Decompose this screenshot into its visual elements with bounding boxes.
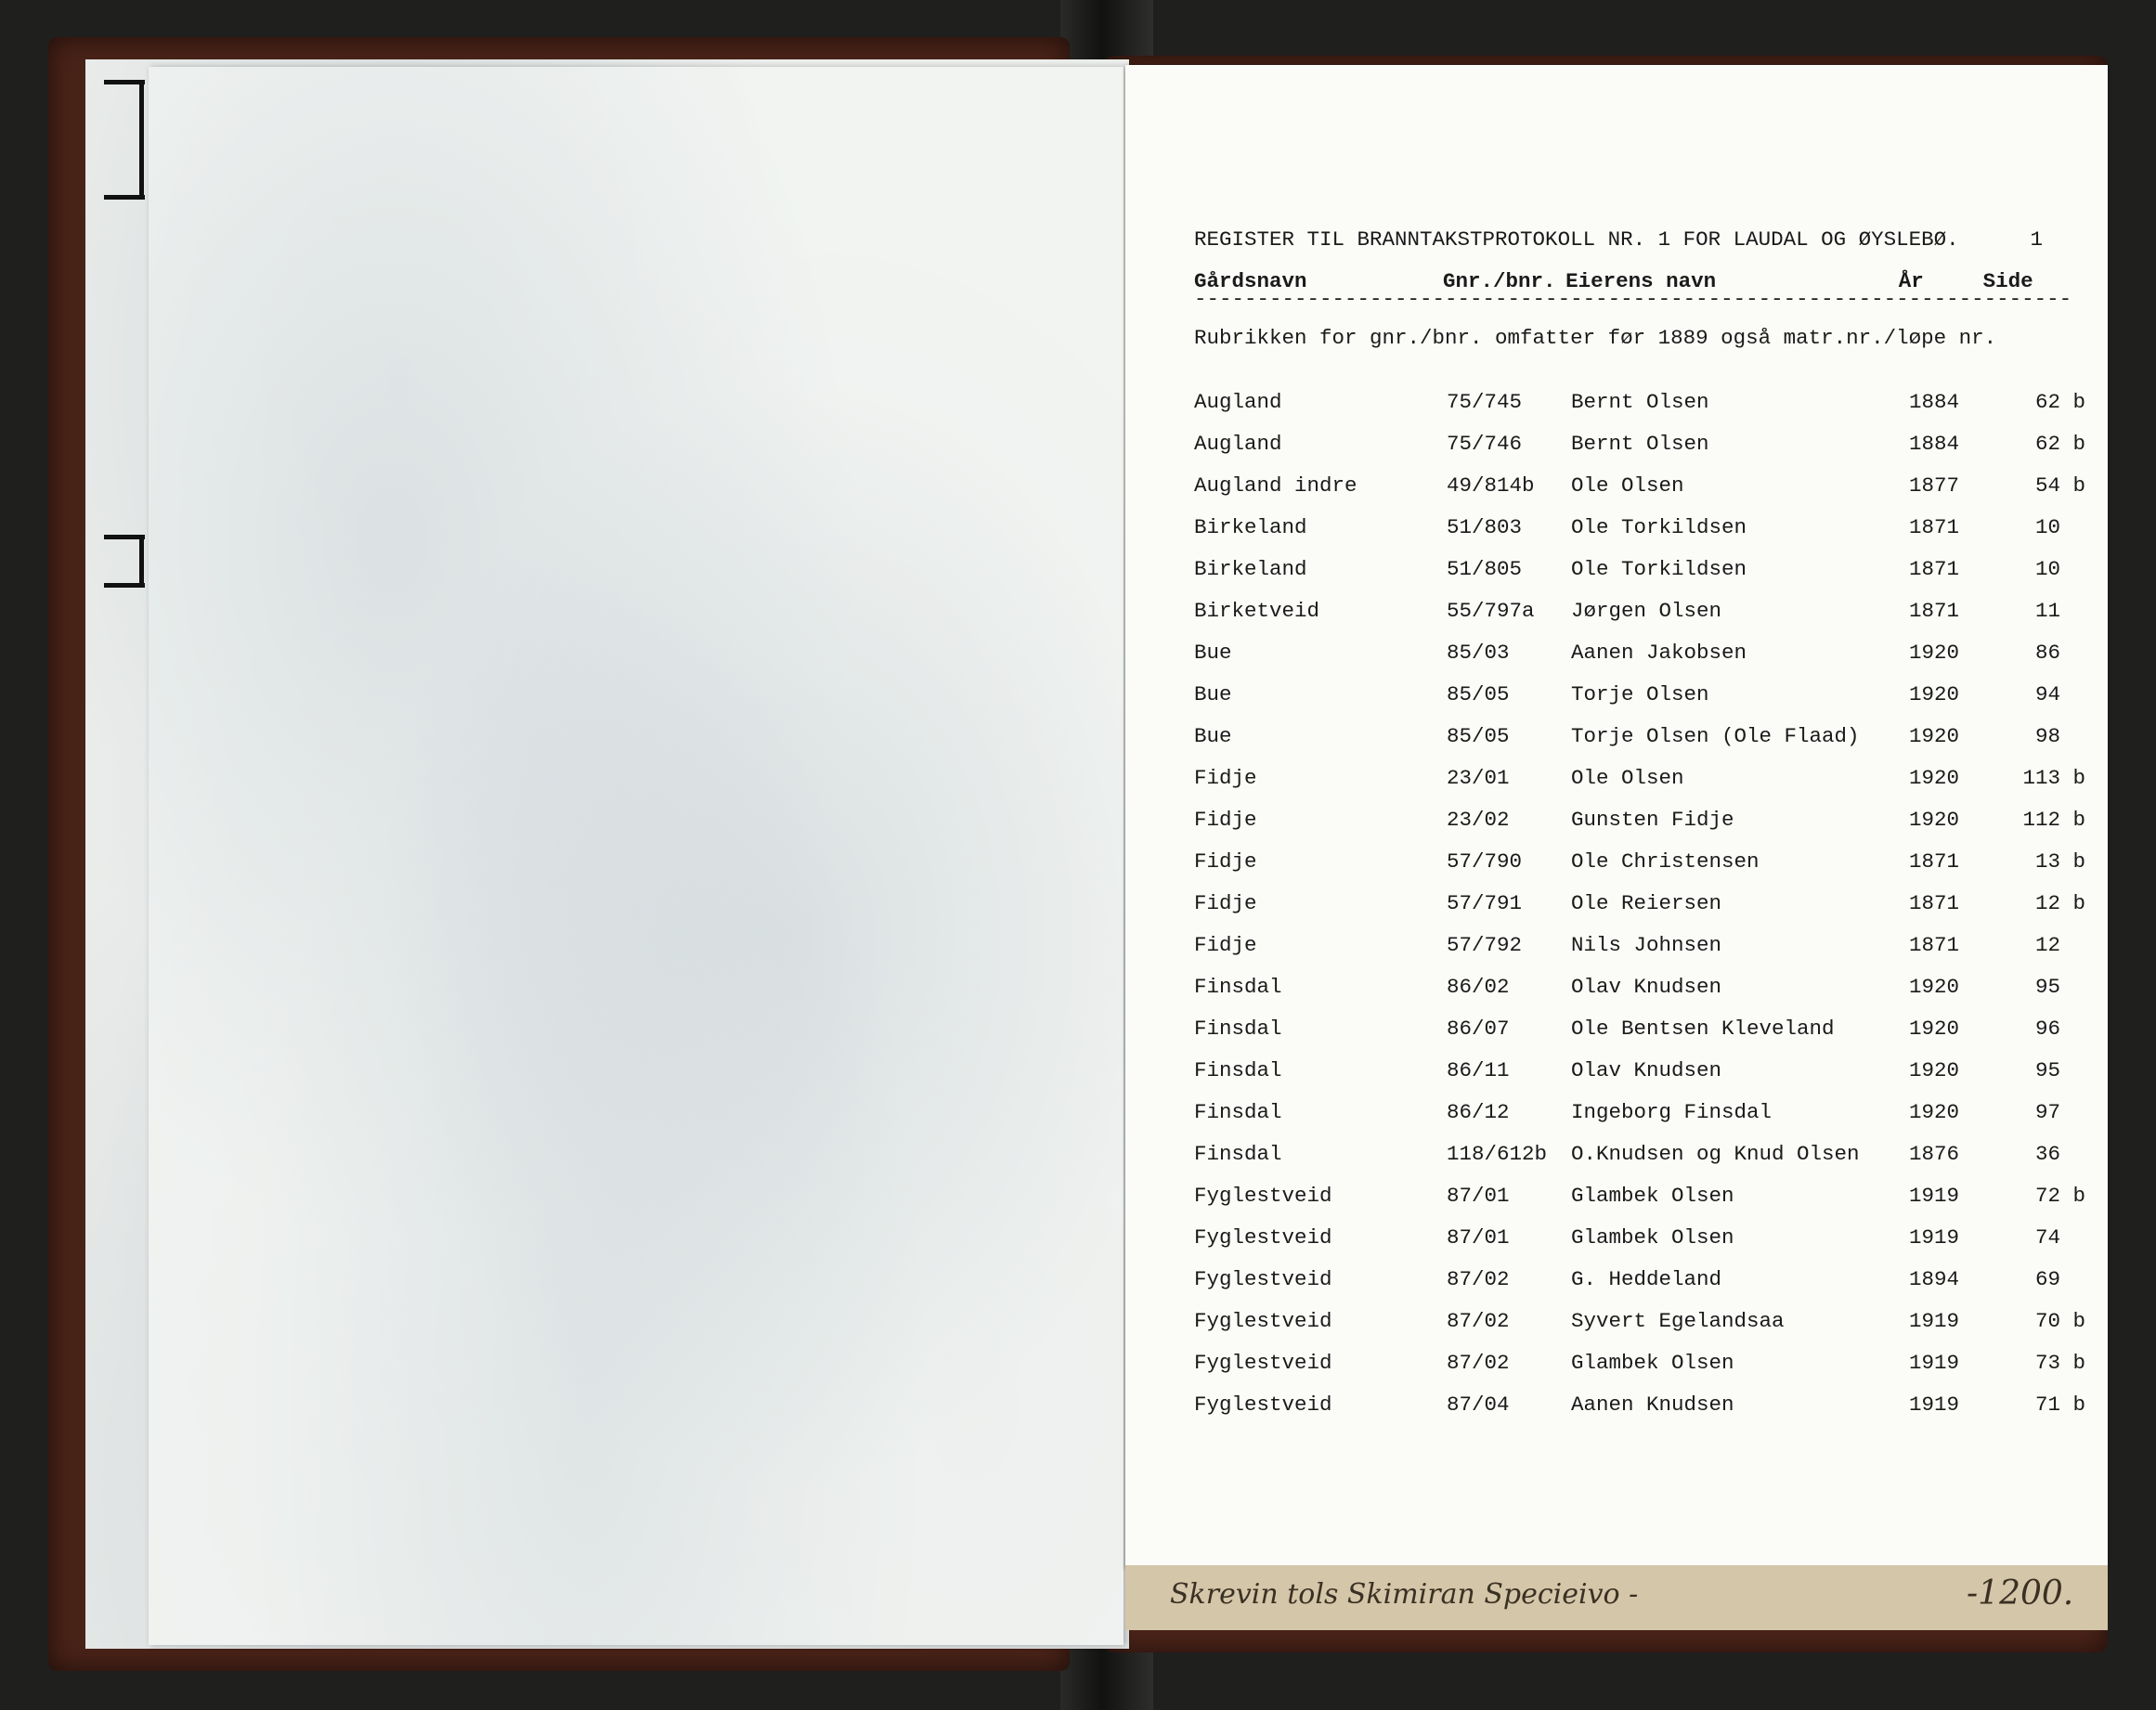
header-rule: ----------------------------------------------------------------------	[1194, 293, 2072, 306]
cell-eierens-navn: Ole Olsen	[1571, 766, 1684, 790]
register-row	[1194, 841, 2085, 883]
cell-gnr-bnr: 86/11	[1447, 1058, 1510, 1082]
column-header-eierens-navn: Eierens navn	[1565, 269, 1717, 293]
cell-gnr-bnr: 85/05	[1447, 724, 1510, 748]
cell-ar: 1920	[1909, 641, 1960, 665]
cell-gardsnavn: Fyglestveid	[1194, 1393, 1332, 1417]
cell-eierens-navn: Glambek Olsen	[1571, 1225, 1734, 1250]
register-row	[1194, 1092, 2085, 1134]
register-note: Rubrikken for gnr./bnr. omfatter før 1889 også matr.nr./løpe nr.	[1194, 326, 1997, 350]
handwritten-number: -1200.	[1967, 1574, 2074, 1613]
register-row	[1194, 1301, 2085, 1342]
cell-ar: 1919	[1909, 1225, 1960, 1250]
register-row	[1194, 1175, 2085, 1217]
register-row	[1194, 1259, 2085, 1301]
cell-gardsnavn: Finsdal	[1194, 1017, 1282, 1041]
cell-ar: 1919	[1909, 1184, 1960, 1208]
cell-gardsnavn: Fidje	[1194, 933, 1257, 957]
cell-eierens-navn: Glambek Olsen	[1571, 1184, 1734, 1208]
cell-gnr-bnr: 49/814b	[1447, 473, 1535, 498]
cell-side: 86	[2034, 641, 2085, 665]
column-header-side: Side	[1982, 269, 2033, 293]
page-number: 1	[2030, 227, 2043, 252]
column-header-ar: År	[1898, 269, 1924, 293]
cell-side: 11	[2034, 599, 2085, 623]
cell-side: 98	[2034, 724, 2085, 748]
cell-gardsnavn: Augland	[1194, 432, 1282, 456]
register-row	[1194, 758, 2085, 799]
cell-gnr-bnr: 75/746	[1447, 432, 1523, 456]
cell-gardsnavn: Fidje	[1194, 808, 1257, 832]
cell-gardsnavn: Augland indre	[1194, 473, 1357, 498]
cell-eierens-navn: Syvert Egelandsaa	[1571, 1309, 1785, 1333]
cell-gnr-bnr: 57/792	[1447, 933, 1523, 957]
cell-side: 62 b	[2034, 390, 2085, 414]
cell-eierens-navn: Jørgen Olsen	[1571, 599, 1722, 623]
register-rows	[1194, 382, 2085, 1426]
cell-gardsnavn: Fidje	[1194, 849, 1257, 874]
column-header-gnr-bnr: Gnr./bnr.	[1443, 269, 1556, 293]
cell-gardsnavn: Fyglestveid	[1194, 1267, 1332, 1291]
cell-gardsnavn: Birkeland	[1194, 515, 1307, 539]
cell-eierens-navn: Ingeborg Finsdal	[1571, 1100, 1773, 1124]
cell-ar: 1919	[1909, 1309, 1960, 1333]
cell-ar: 1877	[1909, 473, 1960, 498]
cell-side: 62 b	[2034, 432, 2085, 456]
cell-eierens-navn: G. Heddeland	[1571, 1267, 1722, 1291]
cell-eierens-navn: Ole Torkildsen	[1571, 515, 1747, 539]
cell-gnr-bnr: 51/803	[1447, 515, 1523, 539]
cell-side: 54 b	[2034, 473, 2085, 498]
cell-gnr-bnr: 23/02	[1447, 808, 1510, 832]
column-header-gardsnavn: Gårdsnavn	[1194, 269, 1307, 293]
register-row	[1194, 507, 2085, 549]
cell-gnr-bnr: 23/01	[1447, 766, 1510, 790]
cell-side: 72 b	[2034, 1184, 2085, 1208]
cell-side: 12	[2034, 933, 2085, 957]
register-title: REGISTER TIL BRANNTAKSTPROTOKOLL NR. 1 FOR LAUDAL OG ØYSLEBØ.	[1194, 227, 1959, 252]
register-row	[1194, 1342, 2085, 1384]
cell-gardsnavn: Fidje	[1194, 891, 1257, 915]
cell-ar: 1920	[1909, 1100, 1960, 1124]
cell-gnr-bnr: 87/01	[1447, 1225, 1510, 1250]
cell-side: 70 b	[2034, 1309, 2085, 1333]
cell-eierens-navn: Nils Johnsen	[1571, 933, 1722, 957]
register-row	[1194, 1217, 2085, 1259]
cell-eierens-navn: Bernt Olsen	[1571, 432, 1709, 456]
cell-gnr-bnr: 86/07	[1447, 1017, 1510, 1041]
index-tab-bar	[139, 535, 144, 587]
cell-eierens-navn: Aanen Jakobsen	[1571, 641, 1747, 665]
cell-ar: 1871	[1909, 557, 1960, 581]
cell-eierens-navn: Glambek Olsen	[1571, 1351, 1734, 1375]
cell-gardsnavn: Finsdal	[1194, 975, 1282, 999]
register-row	[1194, 632, 2085, 674]
cell-ar: 1920	[1909, 766, 1960, 790]
cell-ar: 1876	[1909, 1142, 1960, 1166]
cell-gnr-bnr: 57/791	[1447, 891, 1523, 915]
register-row	[1194, 716, 2085, 758]
cell-gardsnavn: Finsdal	[1194, 1142, 1282, 1166]
cell-gnr-bnr: 75/745	[1447, 390, 1523, 414]
cell-ar: 1920	[1909, 1017, 1960, 1041]
cell-ar: 1920	[1909, 724, 1960, 748]
cell-gnr-bnr: 87/02	[1447, 1267, 1510, 1291]
cell-side: 94	[2034, 682, 2085, 706]
cell-ar: 1884	[1909, 432, 1960, 456]
cell-side: 10	[2034, 515, 2085, 539]
register-row	[1194, 674, 2085, 716]
cell-gardsnavn: Birketveid	[1194, 599, 1320, 623]
cell-gardsnavn: Fyglestveid	[1194, 1351, 1332, 1375]
cell-gardsnavn: Augland	[1194, 390, 1282, 414]
register-row	[1194, 549, 2085, 590]
cell-side: 74	[2034, 1225, 2085, 1250]
handwritten-note: Skrevin tols Skimiran Specieivo -	[1170, 1578, 1639, 1611]
cell-eierens-navn: Aanen Knudsen	[1571, 1393, 1734, 1417]
register-row	[1194, 1050, 2085, 1092]
cell-gnr-bnr: 118/612b	[1447, 1142, 1548, 1166]
register-row	[1194, 883, 2085, 925]
cell-gnr-bnr: 85/03	[1447, 641, 1510, 665]
register-row	[1194, 1134, 2085, 1175]
cell-gnr-bnr: 57/790	[1447, 849, 1523, 874]
cell-ar: 1920	[1909, 975, 1960, 999]
cell-gnr-bnr: 85/05	[1447, 682, 1510, 706]
cell-eierens-navn: Torje Olsen (Ole Flaad)	[1571, 724, 1860, 748]
cell-side: 113 b	[2022, 766, 2085, 790]
cell-gardsnavn: Finsdal	[1194, 1100, 1282, 1124]
cell-gardsnavn: Bue	[1194, 641, 1232, 665]
cell-ar: 1871	[1909, 599, 1960, 623]
register-text	[1194, 219, 2085, 1426]
cell-gnr-bnr: 87/02	[1447, 1309, 1510, 1333]
cell-eierens-navn: Torje Olsen	[1571, 682, 1709, 706]
cell-ar: 1894	[1909, 1267, 1960, 1291]
register-row	[1194, 423, 2085, 465]
cell-ar: 1871	[1909, 849, 1960, 874]
cell-ar: 1871	[1909, 891, 1960, 915]
cell-ar: 1920	[1909, 1058, 1960, 1082]
cell-ar: 1871	[1909, 515, 1960, 539]
index-tab-marker	[104, 195, 145, 200]
cell-eierens-navn: Bernt Olsen	[1571, 390, 1709, 414]
cell-side: 71 b	[2034, 1393, 2085, 1417]
cell-gardsnavn: Bue	[1194, 682, 1232, 706]
cell-ar: 1871	[1909, 933, 1960, 957]
cell-gnr-bnr: 87/02	[1447, 1351, 1510, 1375]
cell-gardsnavn: Fidje	[1194, 766, 1257, 790]
cell-eierens-navn: Ole Torkildsen	[1571, 557, 1747, 581]
register-row	[1194, 1384, 2085, 1426]
cell-side: 95	[2034, 1058, 2085, 1082]
register-row	[1194, 799, 2085, 841]
cell-side: 36	[2034, 1142, 2085, 1166]
register-row	[1194, 1008, 2085, 1050]
register-title-row	[1194, 219, 2085, 261]
cell-eierens-navn: Ole Reiersen	[1571, 891, 1722, 915]
cell-gnr-bnr: 87/04	[1447, 1393, 1510, 1417]
cell-side: 97	[2034, 1100, 2085, 1124]
cell-gnr-bnr: 51/805	[1447, 557, 1523, 581]
register-row	[1194, 925, 2085, 966]
cell-side: 12 b	[2034, 891, 2085, 915]
marbled-flyleaf	[149, 67, 1123, 1645]
cell-eierens-navn: Olav Knudsen	[1571, 975, 1722, 999]
cell-ar: 1884	[1909, 390, 1960, 414]
cell-eierens-navn: Ole Christensen	[1571, 849, 1760, 874]
cell-side: 112 b	[2022, 808, 2085, 832]
cell-eierens-navn: Gunsten Fidje	[1571, 808, 1734, 832]
cell-side: 10	[2034, 557, 2085, 581]
cell-gnr-bnr: 86/02	[1447, 975, 1510, 999]
cell-eierens-navn: O.Knudsen og Knud Olsen	[1571, 1142, 1860, 1166]
cell-ar: 1920	[1909, 682, 1960, 706]
cell-side: 13 b	[2034, 849, 2085, 874]
cell-gnr-bnr: 86/12	[1447, 1100, 1510, 1124]
cell-gnr-bnr: 55/797a	[1447, 599, 1535, 623]
cell-ar: 1919	[1909, 1351, 1960, 1375]
cell-gardsnavn: Bue	[1194, 724, 1232, 748]
cell-gnr-bnr: 87/01	[1447, 1184, 1510, 1208]
cell-gardsnavn: Fyglestveid	[1194, 1225, 1332, 1250]
register-row	[1194, 382, 2085, 423]
register-row	[1194, 590, 2085, 632]
index-tab-bar	[139, 80, 144, 195]
cell-eierens-navn: Ole Bentsen Kleveland	[1571, 1017, 1835, 1041]
register-row	[1194, 966, 2085, 1008]
cell-side: 96	[2034, 1017, 2085, 1041]
cell-gardsnavn: Birkeland	[1194, 557, 1307, 581]
cell-eierens-navn: Olav Knudsen	[1571, 1058, 1722, 1082]
cell-ar: 1920	[1909, 808, 1960, 832]
cell-eierens-navn: Ole Olsen	[1571, 473, 1684, 498]
cell-ar: 1919	[1909, 1393, 1960, 1417]
cell-side: 95	[2034, 975, 2085, 999]
cell-gardsnavn: Finsdal	[1194, 1058, 1282, 1082]
cell-gardsnavn: Fyglestveid	[1194, 1184, 1332, 1208]
cell-gardsnavn: Fyglestveid	[1194, 1309, 1332, 1333]
cell-side: 69	[2034, 1267, 2085, 1291]
register-row	[1194, 465, 2085, 507]
cell-side: 73 b	[2034, 1351, 2085, 1375]
